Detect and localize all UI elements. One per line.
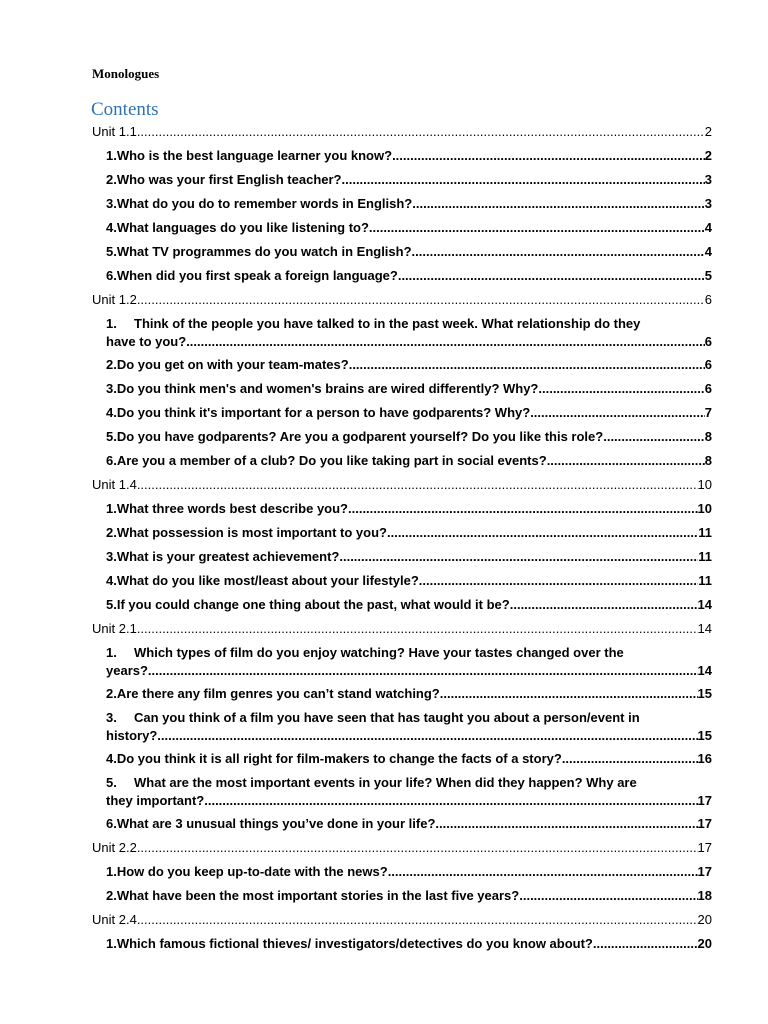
toc-question-entry[interactable] (92, 685, 712, 703)
toc-entry-text: What have been the most important stories in the last five years? (116, 888, 520, 903)
toc-page-number: 17 (697, 793, 712, 808)
toc-entry-text: Unit 2.2 (92, 840, 137, 855)
toc-item-number: 3. (106, 381, 117, 396)
toc-question-entry[interactable] (92, 548, 712, 566)
toc-dot-leader (137, 620, 698, 638)
toc-item-number: 2. (106, 888, 117, 903)
toc-entry-text: Think of the people you have talked to in the past week. What relationship do they (134, 316, 641, 331)
toc-item-number: 3. (106, 196, 117, 211)
toc-question-entry[interactable] (92, 219, 712, 237)
toc-page-number: 8 (704, 453, 712, 468)
toc-dot-leader (519, 887, 697, 905)
toc-dot-leader (547, 452, 705, 470)
toc-item-number: 5. (106, 429, 117, 444)
toc-entry-text: Unit 2.4 (92, 912, 137, 927)
toc-entry-text: Are there any film genres you can’t stand watching? (116, 686, 440, 701)
toc-dot-leader (137, 123, 705, 141)
toc-entry-text: What three words best describe you? (116, 501, 348, 516)
toc-question-entry[interactable] (92, 935, 712, 953)
toc-page-number: 18 (697, 888, 712, 903)
toc-dot-leader (204, 792, 697, 810)
toc-question-entry[interactable] (92, 243, 712, 261)
toc-entry-text: What TV programmes do you watch in English? (116, 244, 412, 259)
toc-item-number: 2. (106, 357, 117, 372)
toc-dot-leader (342, 171, 705, 189)
toc-item-number: 3. (106, 710, 117, 725)
toc-page-number: 17 (697, 864, 712, 879)
toc-page-number: 17 (697, 816, 712, 831)
toc-item-number: 6. (106, 453, 117, 468)
toc-entry-text: Unit 1.4 (92, 477, 137, 492)
toc-unit-entry[interactable] (92, 620, 712, 638)
toc-dot-leader (348, 500, 698, 518)
toc-page-number: 20 (697, 912, 712, 927)
toc-item-number: 1. (106, 864, 117, 879)
toc-item-number: 5. (106, 775, 117, 790)
toc-entry-text: Who is the best language learner you know? (116, 148, 393, 163)
toc-question-entry[interactable] (92, 380, 712, 398)
toc-page-number: 15 (697, 686, 712, 701)
toc-page-number: 2 (704, 148, 712, 163)
toc-page-number: 4 (704, 220, 712, 235)
toc-page-number: 20 (697, 936, 712, 951)
toc-question-entry[interactable] (92, 596, 712, 614)
toc-entry-text: What do you do to remember words in English? (116, 196, 413, 211)
toc-page-number: 6 (704, 334, 712, 349)
toc-page-number: 7 (704, 405, 712, 420)
toc-unit-entry[interactable] (92, 476, 712, 494)
toc-entry-text: history? (106, 728, 158, 743)
toc-entry-text: Which types of film do you enjoy watching? Have your tastes changed over the (134, 645, 624, 660)
toc-question-entry[interactable] (92, 863, 712, 881)
toc-item-number: 1. (106, 936, 117, 951)
toc-entry-text: When did you first speak a foreign language? (116, 268, 398, 283)
toc-item-number: 4. (106, 220, 117, 235)
toc-title: Contents (91, 99, 159, 120)
toc-item-number: 6. (106, 268, 117, 283)
toc-dot-leader (419, 572, 698, 590)
toc-question-entry[interactable] (92, 644, 712, 680)
toc-entry-text: Do you have godparents? Are you a godparent yourself? Do you like this role? (116, 429, 604, 444)
toc-entry-text: Which famous fictional thieves/ investigators/detectives do you know about? (116, 936, 593, 951)
toc-question-entry[interactable] (92, 452, 712, 470)
toc-entry-text: Unit 1.1 (92, 124, 137, 139)
toc-entry-text: What are the most important events in your life? When did they happen? Why are (134, 775, 637, 790)
toc-entry-text: Do you get on with your team-mates? (116, 357, 349, 372)
toc-question-entry[interactable] (92, 750, 712, 768)
toc-page-number: 14 (697, 621, 712, 636)
toc-page-number: 14 (697, 597, 712, 612)
toc-page-number: 3 (704, 172, 712, 187)
toc-dot-leader (186, 333, 705, 351)
document-heading: Monologues (92, 66, 160, 81)
toc-dot-leader (538, 380, 704, 398)
toc-item-number: 1. (106, 316, 117, 331)
toc-question-entry[interactable] (92, 500, 712, 518)
toc-entry-text: Do you think men's and women's brains are wired differently? Why? (116, 381, 539, 396)
toc-item-number: 2. (106, 686, 117, 701)
toc-dot-leader (530, 404, 705, 422)
toc-entry-text: What languages do you like listening to? (116, 220, 369, 235)
toc-dot-leader (412, 195, 705, 213)
toc-page-number: 11 (698, 573, 712, 588)
toc-item-number: 6. (106, 816, 117, 831)
toc-question-entry[interactable] (92, 887, 712, 905)
toc-page-number: 16 (697, 751, 712, 766)
toc-question-entry[interactable] (92, 524, 712, 542)
toc-entry-text: Who was your first English teacher? (116, 172, 342, 187)
toc-dot-leader (562, 750, 698, 768)
toc-entry-text: Are you a member of a club? Do you like taking part in social events? (116, 453, 547, 468)
toc-item-number: 5. (106, 244, 117, 259)
toc-dot-leader (603, 428, 705, 446)
toc-dot-leader (593, 935, 698, 953)
toc-dot-leader (157, 727, 697, 745)
toc-entry-text: have to you? (106, 334, 187, 349)
toc-entry-text: What possession is most important to you? (116, 525, 387, 540)
toc-entry-text: What are 3 unusual things you’ve done in your life? (116, 816, 436, 831)
toc-question-entry[interactable] (92, 709, 712, 745)
toc-page-number: 4 (704, 244, 712, 259)
toc-dot-leader (137, 476, 698, 494)
toc-dot-leader (339, 548, 698, 566)
toc-question-entry[interactable] (92, 815, 712, 833)
toc-entry-text: If you could change one thing about the past, what would it be? (116, 597, 510, 612)
toc-question-entry[interactable] (92, 404, 712, 422)
toc-page-number: 11 (698, 549, 712, 564)
toc-dot-leader (435, 815, 697, 833)
toc-question-entry[interactable] (92, 774, 712, 810)
toc-unit-entry[interactable] (92, 123, 712, 141)
toc-page-number: 14 (697, 663, 712, 678)
toc-dot-leader (388, 863, 698, 881)
toc-page-number: 17 (697, 840, 712, 855)
toc-question-entry[interactable] (92, 315, 712, 351)
toc-entry-text: Can you think of a film you have seen that has taught you about a person/event in (134, 710, 640, 725)
toc-question-entry[interactable] (92, 428, 712, 446)
toc-page-number: 10 (697, 477, 712, 492)
toc-dot-leader (387, 524, 698, 542)
toc-dot-leader (137, 839, 698, 857)
toc-page-number: 10 (697, 501, 712, 516)
toc-entry-text: Do you think it's important for a person to have godparents? Why? (116, 405, 531, 420)
toc-item-number: 5. (106, 597, 117, 612)
toc-unit-entry[interactable] (92, 839, 712, 857)
toc-entry-text: What is your greatest achievement? (116, 549, 340, 564)
toc-item-number: 2. (106, 172, 117, 187)
toc-entry-text: Unit 1.2 (92, 292, 137, 307)
toc-question-entry[interactable] (92, 356, 712, 374)
toc-item-number: 2. (106, 525, 117, 540)
toc-entry-text: Unit 2.1 (92, 621, 137, 636)
toc-entry-text: years? (106, 663, 148, 678)
toc-dot-leader (510, 596, 698, 614)
toc-page-number: 6 (704, 357, 712, 372)
toc-dot-leader (392, 147, 705, 165)
toc-dot-leader (398, 267, 705, 285)
toc-item-number: 4. (106, 573, 117, 588)
toc-question-entry[interactable] (92, 147, 712, 165)
toc-entry-text: How do you keep up-to-date with the news? (116, 864, 388, 879)
toc-dot-leader (148, 662, 698, 680)
toc-page-number: 11 (698, 525, 712, 540)
toc-item-number: 4. (106, 751, 117, 766)
toc-page-number: 3 (704, 196, 712, 211)
toc-item-number: 1. (106, 501, 117, 516)
toc-dot-leader (137, 911, 698, 929)
toc-page-number: 6 (704, 292, 712, 307)
toc-unit-entry[interactable] (92, 911, 712, 929)
toc-entry-text: What do you like most/least about your lifestyle? (116, 573, 419, 588)
toc-dot-leader (412, 243, 705, 261)
toc-question-entry[interactable] (92, 267, 712, 285)
toc-unit-entry[interactable] (92, 291, 712, 309)
toc-page-number: 5 (704, 268, 712, 283)
toc-dot-leader (440, 685, 698, 703)
toc-page-number: 15 (697, 728, 712, 743)
toc-question-entry[interactable] (92, 171, 712, 189)
toc-question-entry[interactable] (92, 572, 712, 590)
toc-page-number: 2 (704, 124, 712, 139)
toc-page-number: 6 (704, 381, 712, 396)
toc-item-number: 1. (106, 645, 117, 660)
toc-dot-leader (137, 291, 705, 309)
toc-page-number: 8 (704, 429, 712, 444)
toc-item-number: 1. (106, 148, 117, 163)
toc-question-entry[interactable] (92, 195, 712, 213)
toc-item-number: 3. (106, 549, 117, 564)
toc-dot-leader (369, 219, 705, 237)
toc-item-number: 4. (106, 405, 117, 420)
toc-entry-text: they important? (106, 793, 205, 808)
toc-entry-text: Do you think it is all right for film-makers to change the facts of a story? (116, 751, 562, 766)
toc-dot-leader (349, 356, 705, 374)
